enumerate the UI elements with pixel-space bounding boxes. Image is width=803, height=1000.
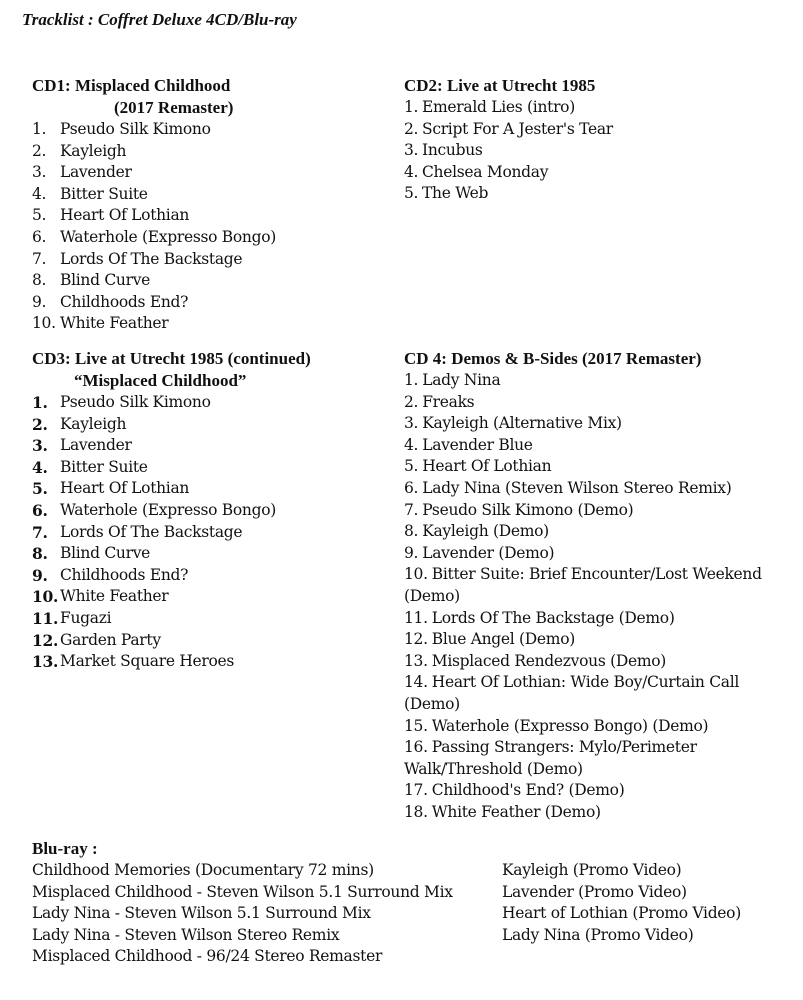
track-item — [32, 205, 372, 227]
track-title: Childhoods End? — [60, 565, 189, 584]
cd3-section — [32, 348, 382, 673]
track-number: 2. — [404, 119, 419, 138]
track-item — [32, 270, 372, 292]
track-number: 6. — [32, 227, 47, 246]
bluray-item: Misplaced Childhood - Steven Wilson 5.1 Surround Mix — [32, 882, 453, 901]
track-item — [404, 456, 790, 478]
track-item — [404, 737, 790, 780]
track-number: 8. — [32, 544, 48, 564]
cd2-section — [404, 75, 784, 205]
track-item — [32, 630, 382, 652]
track-number: 6. — [32, 500, 48, 520]
bluray-item: Lady Nina (Promo Video) — [502, 925, 694, 944]
track-item — [404, 521, 790, 543]
track-item — [404, 543, 790, 565]
track-title: White Feather — [60, 587, 169, 606]
track-title: Pseudo Silk Kimono (Demo) — [422, 500, 634, 519]
track-number: 3. — [32, 163, 47, 182]
track-item — [404, 162, 784, 184]
cd1-heading-line1: CD1: Misplaced Childhood — [32, 76, 231, 95]
track-title: Lady Nina — [422, 371, 501, 389]
track-title: Heart Of Lothian — [422, 457, 552, 476]
page-title: Tracklist : Coffret Deluxe 4CD/Blu-ray — [22, 10, 297, 29]
cd1-tracklist — [32, 119, 372, 335]
track-title: Freaks — [422, 392, 475, 411]
track-number: 17. — [404, 781, 428, 800]
track-number: 3. — [404, 414, 419, 433]
track-number: 9. — [404, 543, 419, 562]
track-item — [404, 478, 790, 500]
track-number: 1. — [32, 393, 48, 412]
track-item — [32, 608, 382, 630]
cd4-tracklist — [404, 370, 790, 823]
track-number: 2. — [32, 141, 47, 160]
cd2-tracklist — [404, 97, 784, 205]
track-title: White Feather (Demo) — [431, 802, 601, 821]
track-item — [404, 140, 784, 162]
track-number: 5. — [32, 479, 48, 499]
track-item — [32, 141, 372, 163]
track-title: Bitter Suite: Brief Encounter/Lost Weekend (Demo) — [404, 565, 762, 605]
track-title: Bitter Suite — [60, 457, 148, 476]
track-title: The Web — [422, 184, 489, 203]
track-title: Bitter Suite — [60, 184, 148, 203]
cd1-section — [32, 75, 372, 335]
track-item — [404, 716, 790, 738]
bluray-item: Lady Nina - Steven Wilson Stereo Remix — [32, 925, 340, 944]
track-number: 10. — [32, 587, 59, 607]
track-item — [404, 608, 790, 630]
track-title: Lavender — [60, 163, 132, 182]
track-item — [404, 183, 784, 205]
track-title: Lavender — [60, 436, 132, 455]
track-title: Blind Curve — [60, 271, 151, 290]
bluray-item: Lavender (Promo Video) — [502, 882, 687, 901]
track-number: 8. — [404, 522, 419, 541]
track-title: Pseudo Silk Kimono — [60, 120, 211, 138]
track-title: Lords Of The Backstage — [60, 522, 243, 541]
track-number: 5. — [32, 206, 47, 225]
track-number: 5. — [404, 457, 419, 476]
track-title: Emerald Lies (intro) — [422, 98, 575, 116]
track-title: Passing Strangers: Mylo/Perimeter Walk/Threshold (Demo) — [404, 738, 697, 778]
track-item — [32, 227, 372, 249]
track-number: 16. — [404, 738, 428, 757]
track-title: Waterhole (Expresso Bongo) (Demo) — [431, 716, 709, 735]
track-number: 1. — [404, 371, 419, 389]
track-item — [32, 162, 372, 184]
track-item — [32, 522, 382, 544]
bluray-list-right — [502, 860, 792, 968]
track-item — [32, 478, 382, 500]
track-title: Market Square Heroes — [60, 652, 235, 671]
track-title: Lady Nina (Steven Wilson Stereo Remix) — [422, 478, 732, 497]
track-number: 1. — [32, 120, 47, 138]
track-number: 7. — [32, 522, 48, 542]
track-title: Lavender (Demo) — [422, 543, 555, 562]
track-item — [32, 313, 372, 335]
track-number: 13. — [32, 652, 59, 672]
track-item — [404, 629, 790, 651]
track-title: Childhoods End? — [60, 292, 189, 311]
track-title: Kayleigh (Alternative Mix) — [422, 414, 622, 433]
track-item — [404, 392, 790, 414]
track-number: 5. — [404, 184, 419, 203]
track-number: 4. — [32, 184, 47, 203]
bluray-item: Lady Nina - Steven Wilson 5.1 Surround Mix — [32, 904, 371, 923]
bluray-item: Childhood Memories (Documentary 72 mins) — [32, 861, 374, 879]
track-item — [404, 672, 790, 715]
track-title: Pseudo Silk Kimono — [60, 393, 211, 411]
track-number: 1. — [404, 98, 419, 116]
cd4-heading: CD 4: Demos & B-Sides (2017 Remaster) — [404, 349, 702, 368]
track-title: Fugazi — [60, 608, 112, 627]
track-number: 3. — [32, 436, 48, 456]
cd2-heading: CD2: Live at Utrecht 1985 — [404, 76, 596, 95]
track-title: Lords Of The Backstage (Demo) — [431, 608, 675, 627]
track-title: Kayleigh — [60, 414, 127, 433]
track-number: 13. — [404, 651, 428, 670]
track-item — [404, 802, 790, 824]
track-item — [32, 651, 382, 673]
track-number: 6. — [404, 478, 419, 497]
track-title: White Feather — [60, 314, 169, 333]
cd3-tracklist — [32, 392, 382, 673]
track-item — [404, 435, 790, 457]
track-title: Kayleigh (Demo) — [422, 522, 549, 541]
track-item — [32, 586, 382, 608]
bluray-list-left — [32, 860, 502, 968]
cd3-heading-line2: “Misplaced Childhood” — [74, 371, 247, 390]
track-item — [404, 97, 784, 119]
track-item — [32, 457, 382, 479]
track-number: 4. — [404, 435, 419, 454]
track-title: Heart Of Lothian — [60, 479, 190, 498]
track-title: Script For A Jester's Tear — [422, 119, 613, 138]
track-number: 18. — [404, 802, 428, 821]
track-number: 10. — [404, 565, 428, 584]
track-title: Childhood's End? (Demo) — [431, 781, 625, 800]
track-item — [404, 780, 790, 802]
cd1-heading — [32, 75, 372, 119]
track-number: 3. — [404, 141, 419, 160]
track-number: 14. — [404, 673, 428, 692]
track-title: Lords Of The Backstage — [60, 249, 243, 268]
track-title: Kayleigh — [60, 141, 127, 160]
track-number: 7. — [32, 249, 47, 268]
track-item — [32, 435, 382, 457]
track-item — [404, 413, 790, 435]
track-number: 12. — [404, 630, 428, 649]
bluray-heading: Blu-ray : — [32, 839, 98, 858]
track-number: 10. — [32, 314, 56, 333]
track-item — [32, 414, 382, 436]
bluray-section — [32, 838, 792, 968]
track-title: Misplaced Rendezvous (Demo) — [431, 651, 667, 670]
track-item — [32, 184, 372, 206]
track-title: Waterhole (Expresso Bongo) — [60, 500, 276, 519]
track-number: 8. — [32, 271, 47, 290]
bluray-item: Misplaced Childhood - 96/24 Stereo Remaster — [32, 947, 383, 966]
track-number: 9. — [32, 292, 47, 311]
track-item — [404, 651, 790, 673]
track-number: 2. — [32, 414, 48, 434]
track-number: 4. — [404, 162, 419, 181]
track-item — [404, 370, 790, 392]
track-number: 12. — [32, 630, 59, 650]
track-number: 15. — [404, 716, 428, 735]
track-number: 4. — [32, 457, 48, 477]
track-item — [32, 249, 372, 271]
track-item — [32, 565, 382, 587]
track-number: 11. — [32, 608, 59, 628]
track-title: Incubus — [422, 141, 483, 160]
track-number: 9. — [32, 565, 48, 585]
track-number: 2. — [404, 392, 419, 411]
bluray-item: Kayleigh (Promo Video) — [502, 861, 682, 879]
track-title: Blue Angel (Demo) — [431, 630, 575, 649]
track-title: Waterhole (Expresso Bongo) — [60, 227, 276, 246]
bluray-item: Heart of Lothian (Promo Video) — [502, 904, 741, 923]
track-item — [32, 119, 372, 141]
track-title: Garden Party — [60, 630, 161, 649]
cd4-section — [404, 348, 790, 823]
track-number: 11. — [404, 608, 428, 627]
track-title: Heart Of Lothian — [60, 206, 190, 225]
cd3-heading-line1: CD3: Live at Utrecht 1985 (continued) — [32, 349, 311, 368]
track-item — [32, 392, 382, 414]
cd1-heading-line2: (2017 Remaster) — [114, 98, 234, 117]
track-item — [404, 500, 790, 522]
track-title: Blind Curve — [60, 544, 151, 563]
track-item — [32, 543, 382, 565]
track-item — [32, 500, 382, 522]
track-item — [404, 119, 784, 141]
track-item — [404, 564, 790, 607]
track-title: Heart Of Lothian: Wide Boy/Curtain Call (Demo) — [404, 673, 740, 713]
track-number: 7. — [404, 500, 419, 519]
track-item — [32, 292, 372, 314]
cd3-heading — [32, 348, 382, 392]
track-title: Chelsea Monday — [422, 162, 549, 181]
track-title: Lavender Blue — [422, 435, 533, 454]
